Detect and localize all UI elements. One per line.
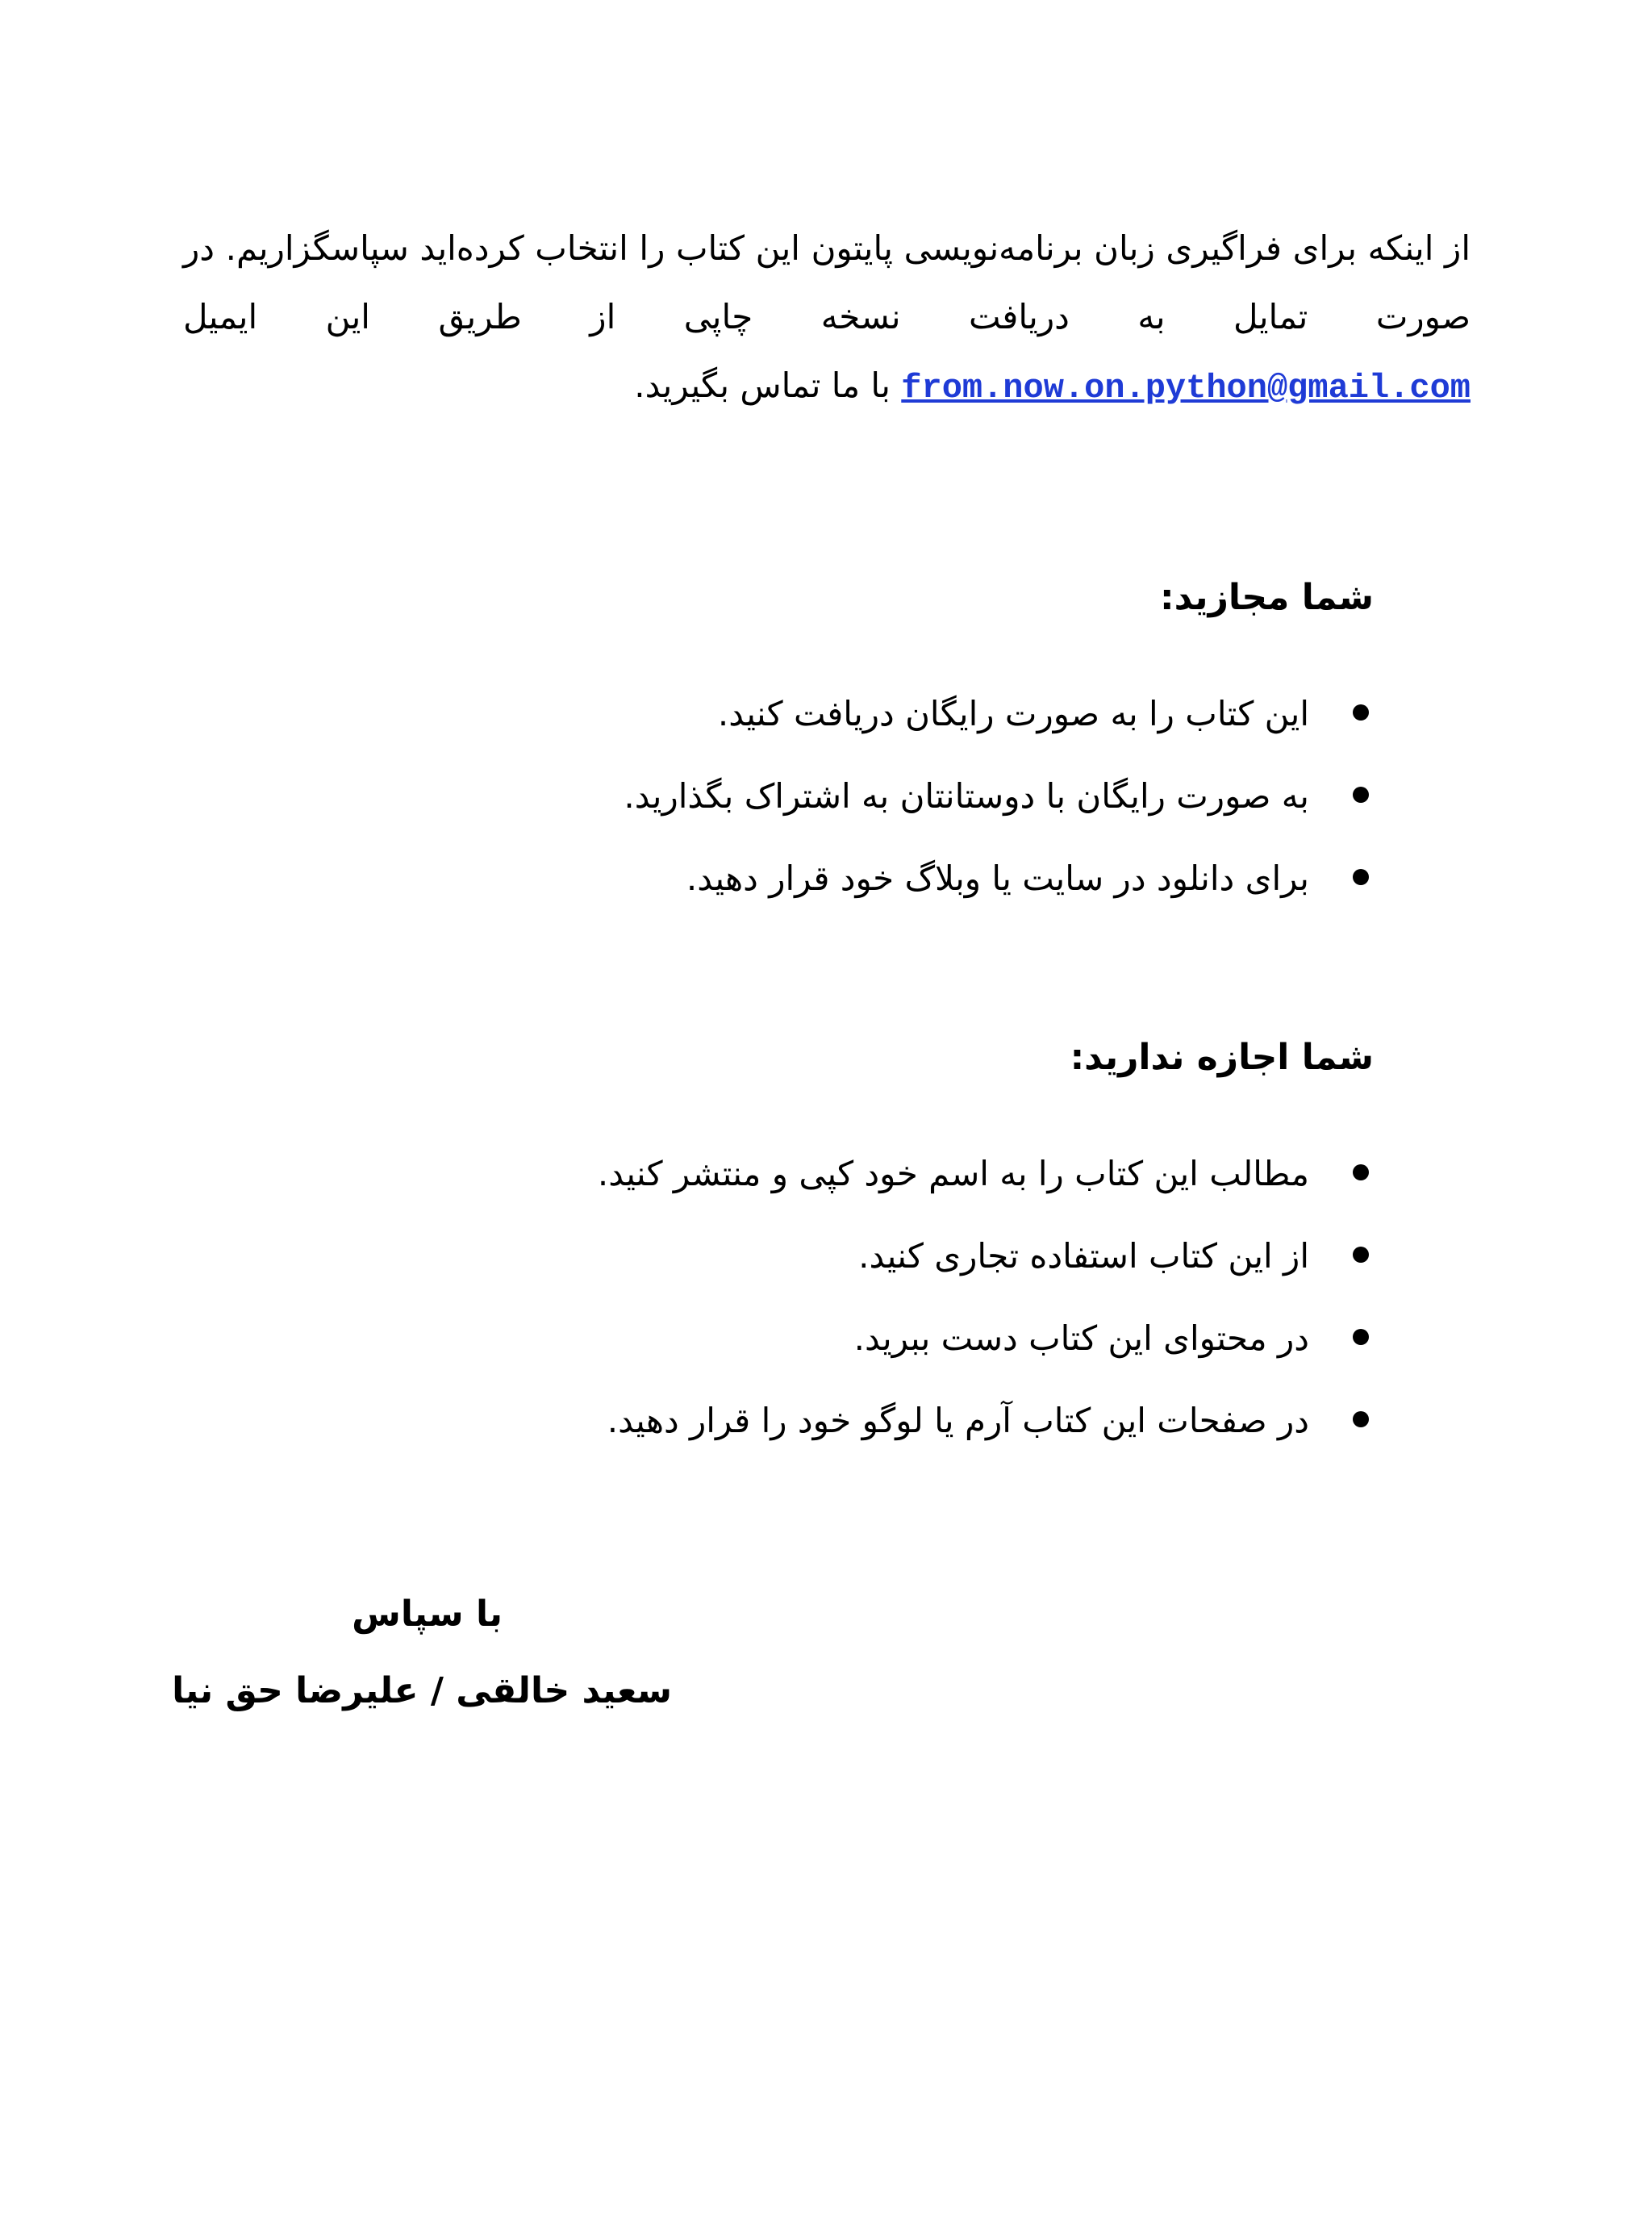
intro-paragraph: [183, 214, 1471, 423]
closing-thanks: با سپاس: [352, 1594, 503, 1635]
list-item: [598, 1397, 1374, 1479]
bullet-icon: [1353, 704, 1369, 721]
intro-text-before-email: از اینکه برای فراگیری زبان برنامه‌نویسی پایتون این کتاب را انتخاب کرده‌اید سپاسگزاریم. در صورت تمایل به دریافت نسخه چاپی از طریق این ایمیل: [183, 228, 1471, 336]
list-item-text: به صورت رایگان با دوستانتان به اشتراک بگذارید.: [624, 776, 1309, 816]
email-link[interactable]: from.now.on.python@gmail.com: [901, 369, 1471, 407]
list-item: [598, 1150, 1374, 1232]
closing-authors: سعید خالقی / علیرضا حق نیا: [172, 1670, 672, 1711]
bullet-icon: [1353, 1164, 1369, 1180]
list-item: [598, 1232, 1374, 1314]
list-item-text: مطالب این کتاب را به اسم خود کپی و منتشر کنید.: [597, 1154, 1309, 1193]
list-item: [624, 772, 1374, 854]
list-item-text: در محتوای این کتاب دست ببرید.: [853, 1318, 1309, 1358]
intro-text-after-email: با ما تماس بگیرید.: [634, 366, 902, 405]
list-item-text: برای دانلود در سایت یا وبلاگ خود قرار دهید.: [686, 858, 1309, 898]
list-item-text: این کتاب را به صورت رایگان دریافت کنید.: [717, 694, 1309, 733]
bullet-icon: [1353, 1247, 1369, 1263]
bullet-icon: [1353, 869, 1369, 885]
list-item: [624, 690, 1374, 772]
bullet-icon: [1353, 1411, 1369, 1427]
allowed-list: [624, 690, 1374, 937]
list-item: [598, 1314, 1374, 1397]
not-allowed-heading: شما اجازه ندارید:: [1070, 1037, 1374, 1078]
list-item-text: در صفحات این کتاب آرم یا لوگو خود را قرار دهید.: [607, 1401, 1309, 1440]
bullet-icon: [1353, 1329, 1369, 1345]
not-allowed-list: [598, 1150, 1374, 1479]
allowed-heading: شما مجازید:: [1160, 577, 1374, 618]
list-item-text: از این کتاب استفاده تجاری کنید.: [858, 1236, 1309, 1276]
list-item: [624, 854, 1374, 937]
bullet-icon: [1353, 787, 1369, 803]
